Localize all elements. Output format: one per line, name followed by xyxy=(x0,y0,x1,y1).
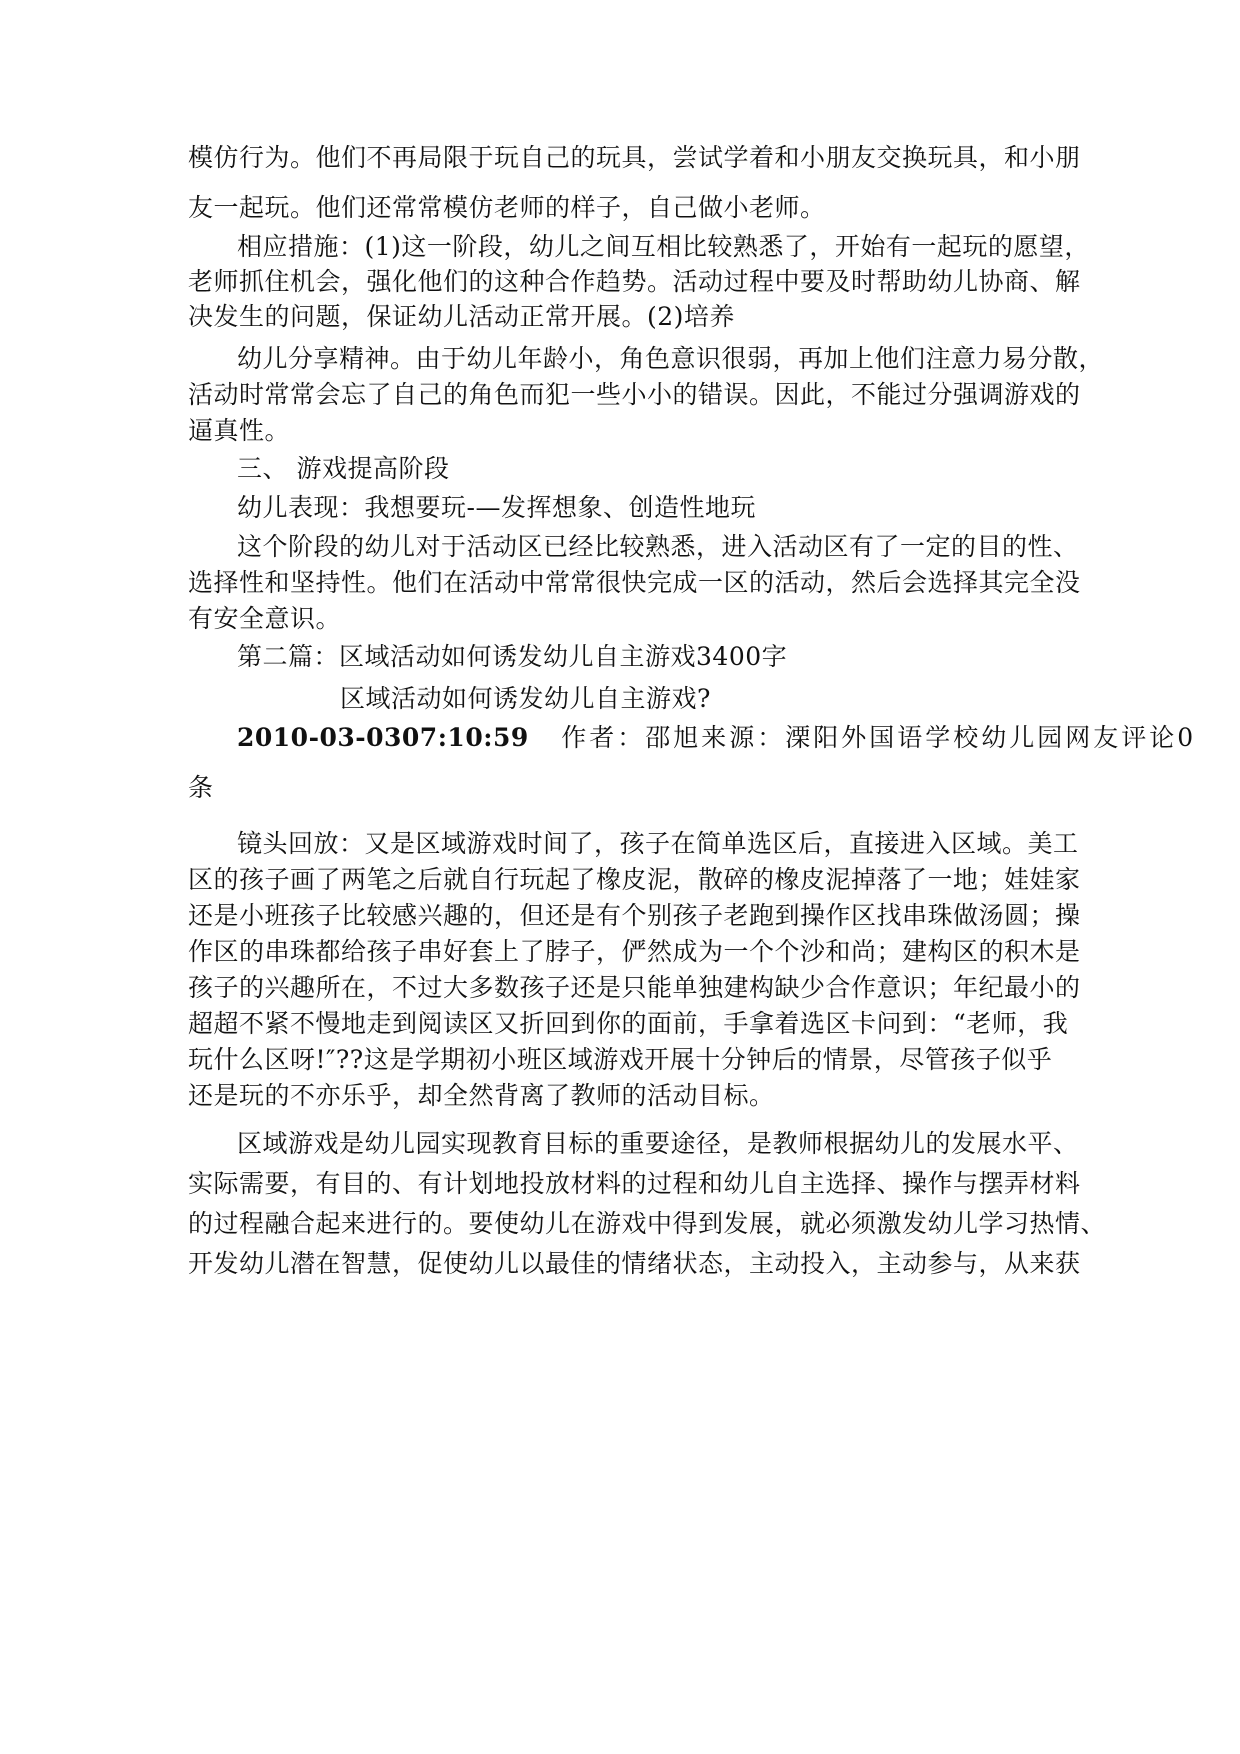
body-line: 区的孩子画了两笔之后就自行玩起了橡皮泥，散碎的橡皮泥掉落了一地；娃娃家 xyxy=(188,865,1081,894)
body-line: 的过程融合起来进行的。要使幼儿在游戏中得到发展，就必须激发幼儿学习热情、 xyxy=(188,1209,1107,1238)
body-line: 选择性和坚持性。他们在活动中常常很快完成一区的活动，然后会选择其完全没 xyxy=(188,568,1081,597)
body-line: 还是小班孩子比较感兴趣的，但还是有个别孩子老跑到操作区找串珠做汤圆；操 xyxy=(188,901,1081,930)
article-date: 2010-03-0307:10:59 xyxy=(237,723,529,752)
body-line: 区域游戏是幼儿园实现教育目标的重要途径，是教师根据幼儿的发展水平、 xyxy=(237,1129,1079,1158)
article-title: 区域活动如何诱发幼儿自主游戏? xyxy=(340,684,711,713)
body-line: 逼真性。 xyxy=(188,416,291,445)
body-line: 模仿行为。他们不再局限于玩自己的玩具，尝试学着和小朋友交换玩具，和小朋 xyxy=(188,143,1081,172)
body-line: 幼儿分享精神。由于幼儿年龄小，角色意识很弱，再加上他们注意力易分散， xyxy=(237,344,1105,373)
article-heading: 第二篇：区域活动如何诱发幼儿自主游戏3400字 xyxy=(237,642,788,671)
body-line: 玩什么区呀!″??这是学期初小班区域游戏开展十分钟后的情景，尽管孩子似乎 xyxy=(188,1045,1053,1074)
body-line: 还是玩的不亦乐乎，却全然背离了教师的活动目标。 xyxy=(188,1081,775,1110)
body-line: 友一起玩。他们还常常模仿老师的样子，自己做小老师。 xyxy=(188,193,826,222)
body-line: 这个阶段的幼儿对于活动区已经比较熟悉，进入活动区有了一定的目的性、 xyxy=(237,532,1079,561)
body-line: 超超不紧不慢地走到阅读区又折回到你的面前，手拿着选区卡问到：“老师，我 xyxy=(188,1009,1069,1038)
article-meta-line xyxy=(237,721,1197,755)
body-line: 镜头回放：又是区域游戏时间了，孩子在简单选区后，直接进入区域。美工 xyxy=(237,829,1079,858)
body-line: 条 xyxy=(188,773,214,802)
section-heading: 三、 游戏提高阶段 xyxy=(237,454,450,483)
body-line: 有安全意识。 xyxy=(188,604,342,633)
body-line: 作区的串珠都给孩子串好套上了脖子，俨然成为一个个沙和尚；建构区的积木是 xyxy=(188,937,1081,966)
body-line: 活动时常常会忘了自己的角色而犯一些小小的错误。因此，不能过分强调游戏的 xyxy=(188,380,1081,409)
body-line: 老师抓住机会，强化他们的这种合作趋势。活动过程中要及时帮助幼儿协商、解 xyxy=(188,267,1081,296)
body-line: 实际需要，有目的、有计划地投放材料的过程和幼儿自主选择、操作与摆弄材料 xyxy=(188,1169,1081,1198)
body-line: 决发生的问题，保证幼儿活动正常开展。(2)培养 xyxy=(188,302,735,331)
article-byline: 作者：邵旭来源：溧阳外国语学校幼儿园网友评论0 xyxy=(561,723,1197,752)
body-line: 孩子的兴趣所在，不过大多数孩子还是只能单独建构缺少合作意识；年纪最小的 xyxy=(188,973,1081,1002)
body-line: 幼儿表现：我想要玩-—发挥想象、创造性地玩 xyxy=(237,493,756,522)
body-line: 开发幼儿潜在智慧，促使幼儿以最佳的情绪状态，主动投入，主动参与，从来获 xyxy=(188,1249,1081,1278)
body-line: 相应措施：(1)这一阶段，幼儿之间互相比较熟悉了，开始有一起玩的愿望， xyxy=(237,232,1090,261)
